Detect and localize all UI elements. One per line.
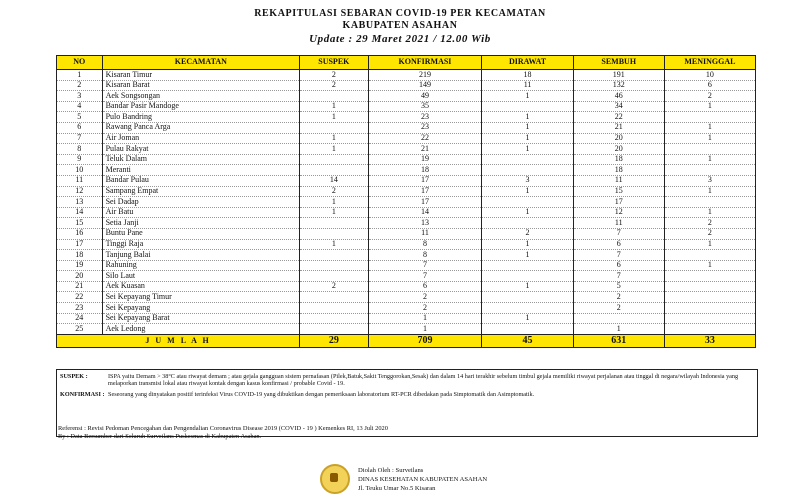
report-subtitle: KABUPATEN ASAHAN bbox=[342, 20, 458, 31]
cell-sembuh: 22 bbox=[573, 112, 664, 123]
konfirmasi-definition-text: Seseorang yang dinyatakan positif terinfeksi Virus COVID-19 yang dibuktikan dengan pemeriksaan laboratorium RT-PCR dibedakan pada Simptomatik dan Asimptomatik. bbox=[108, 390, 535, 398]
total-meninggal: 33 bbox=[664, 334, 755, 347]
cell-no: 7 bbox=[57, 133, 103, 144]
total-suspek: 29 bbox=[300, 334, 368, 347]
table-row bbox=[57, 292, 756, 303]
cell-konfirmasi: 7 bbox=[368, 271, 482, 282]
table-row bbox=[57, 91, 756, 102]
cell-suspek: 14 bbox=[300, 175, 368, 186]
cell-kecamatan: Sei Kepayang bbox=[102, 303, 300, 314]
table-row bbox=[57, 133, 756, 144]
cell-meninggal: 1 bbox=[664, 207, 755, 218]
table-row bbox=[57, 144, 756, 155]
cell-no: 10 bbox=[57, 165, 103, 176]
cell-suspek bbox=[300, 250, 368, 261]
cell-suspek: 1 bbox=[300, 133, 368, 144]
suspek-definition-label: SUSPEK : bbox=[60, 373, 88, 380]
cell-sembuh: 20 bbox=[573, 144, 664, 155]
table-row bbox=[57, 165, 756, 176]
cell-no: 5 bbox=[57, 112, 103, 123]
cell-suspek bbox=[300, 218, 368, 229]
cell-kecamatan: Kisaran Timur bbox=[102, 70, 300, 81]
cell-dirawat: 3 bbox=[482, 175, 573, 186]
total-dirawat: 45 bbox=[482, 334, 573, 347]
table-row bbox=[57, 271, 756, 282]
cell-dirawat: 1 bbox=[482, 313, 573, 324]
cell-kecamatan: Teluk Dalam bbox=[102, 154, 300, 165]
cell-dirawat: 2 bbox=[482, 228, 573, 239]
cell-konfirmasi: 11 bbox=[368, 228, 482, 239]
cell-kecamatan: Kisaran Barat bbox=[102, 80, 300, 91]
cell-meninggal: 1 bbox=[664, 154, 755, 165]
cell-suspek bbox=[300, 91, 368, 102]
reference-notes bbox=[58, 425, 748, 440]
total-konfirmasi: 709 bbox=[368, 334, 482, 347]
cell-konfirmasi: 8 bbox=[368, 250, 482, 261]
table-row bbox=[57, 303, 756, 314]
col-header-suspek: SUSPEK bbox=[300, 56, 368, 70]
cell-sembuh: 1 bbox=[573, 324, 664, 335]
cell-sembuh: 21 bbox=[573, 122, 664, 133]
table-row bbox=[57, 122, 756, 133]
cell-sembuh bbox=[573, 313, 664, 324]
table-row bbox=[57, 207, 756, 218]
cell-no: 16 bbox=[57, 228, 103, 239]
cell-kecamatan: Bandar Pasir Mandoge bbox=[102, 101, 300, 112]
cell-meninggal: 1 bbox=[664, 239, 755, 250]
cell-no: 24 bbox=[57, 313, 103, 324]
cell-suspek bbox=[300, 292, 368, 303]
cell-konfirmasi: 35 bbox=[368, 101, 482, 112]
cell-konfirmasi: 1 bbox=[368, 324, 482, 335]
cell-no: 3 bbox=[57, 91, 103, 102]
cell-meninggal: 10 bbox=[664, 70, 755, 81]
cell-meninggal: 3 bbox=[664, 175, 755, 186]
cell-meninggal: 1 bbox=[664, 186, 755, 197]
cell-suspek: 1 bbox=[300, 197, 368, 208]
report-title: REKAPITULASI SEBARAN COVID-19 PER KECAMATAN bbox=[254, 8, 546, 19]
cell-no: 2 bbox=[57, 80, 103, 91]
cell-sembuh: 17 bbox=[573, 197, 664, 208]
cell-no: 15 bbox=[57, 218, 103, 229]
cell-konfirmasi: 21 bbox=[368, 144, 482, 155]
cell-sembuh: 11 bbox=[573, 175, 664, 186]
cell-sembuh: 18 bbox=[573, 154, 664, 165]
col-header-kecamatan: KECAMATAN bbox=[102, 56, 300, 70]
cell-dirawat: 1 bbox=[482, 112, 573, 123]
cell-sembuh: 2 bbox=[573, 292, 664, 303]
cell-sembuh: 6 bbox=[573, 260, 664, 271]
cell-dirawat: 1 bbox=[482, 144, 573, 155]
cell-konfirmasi: 22 bbox=[368, 133, 482, 144]
cell-dirawat bbox=[482, 303, 573, 314]
cell-meninggal bbox=[664, 165, 755, 176]
cell-sembuh: 46 bbox=[573, 91, 664, 102]
cell-meninggal bbox=[664, 112, 755, 123]
cell-meninggal: 1 bbox=[664, 133, 755, 144]
cell-no: 20 bbox=[57, 271, 103, 282]
table-row bbox=[57, 80, 756, 91]
cell-no: 8 bbox=[57, 144, 103, 155]
table-row bbox=[57, 239, 756, 250]
cell-sembuh: 11 bbox=[573, 218, 664, 229]
cell-kecamatan: Sampang Empat bbox=[102, 186, 300, 197]
cell-suspek bbox=[300, 260, 368, 271]
cell-suspek: 2 bbox=[300, 70, 368, 81]
cell-sembuh: 34 bbox=[573, 101, 664, 112]
cell-suspek bbox=[300, 271, 368, 282]
cell-suspek bbox=[300, 154, 368, 165]
cell-konfirmasi: 2 bbox=[368, 303, 482, 314]
cell-sembuh: 7 bbox=[573, 271, 664, 282]
table-row bbox=[57, 281, 756, 292]
cell-dirawat bbox=[482, 197, 573, 208]
cell-dirawat: 18 bbox=[482, 70, 573, 81]
konfirmasi-definition bbox=[57, 391, 757, 398]
table-row bbox=[57, 175, 756, 186]
table-header-row bbox=[57, 56, 756, 70]
table-row bbox=[57, 324, 756, 335]
cell-dirawat bbox=[482, 260, 573, 271]
cell-meninggal bbox=[664, 313, 755, 324]
cell-sembuh: 20 bbox=[573, 133, 664, 144]
cell-kecamatan: Tinggi Raja bbox=[102, 239, 300, 250]
cell-konfirmasi: 14 bbox=[368, 207, 482, 218]
total-label: J U M L A H bbox=[57, 334, 300, 347]
table-row bbox=[57, 70, 756, 81]
cell-no: 14 bbox=[57, 207, 103, 218]
cell-suspek: 2 bbox=[300, 186, 368, 197]
cell-sembuh: 132 bbox=[573, 80, 664, 91]
cell-meninggal: 1 bbox=[664, 122, 755, 133]
cell-sembuh: 12 bbox=[573, 207, 664, 218]
cell-no: 13 bbox=[57, 197, 103, 208]
cell-dirawat: 1 bbox=[482, 91, 573, 102]
cell-suspek bbox=[300, 313, 368, 324]
cell-kecamatan: Air Batu bbox=[102, 207, 300, 218]
cell-sembuh: 7 bbox=[573, 228, 664, 239]
reference-text: Referensi : Revisi Pedoman Pencegahan dan Pengendalian Coronavirus Disease 2019 (COVID - 19 ) Kemenkes RI, 13 Juli 2020 bbox=[58, 425, 388, 432]
cell-suspek: 1 bbox=[300, 101, 368, 112]
data-source-text: By : Data Bersumber dari Seluruh Surveilans Puskesmas di Kabupaten Asahan. bbox=[58, 432, 262, 440]
cell-konfirmasi: 23 bbox=[368, 122, 482, 133]
table-row bbox=[57, 218, 756, 229]
cell-meninggal: 1 bbox=[664, 260, 755, 271]
table-row bbox=[57, 186, 756, 197]
col-header-sembuh: SEMBUH bbox=[573, 56, 664, 70]
table-row bbox=[57, 101, 756, 112]
cell-suspek: 2 bbox=[300, 80, 368, 91]
cell-konfirmasi: 49 bbox=[368, 91, 482, 102]
cell-suspek bbox=[300, 303, 368, 314]
cell-meninggal bbox=[664, 281, 755, 292]
cell-meninggal: 6 bbox=[664, 80, 755, 91]
cell-suspek bbox=[300, 165, 368, 176]
total-sembuh: 631 bbox=[573, 334, 664, 347]
cell-konfirmasi: 17 bbox=[368, 175, 482, 186]
covid-recap-table bbox=[56, 55, 756, 348]
cell-konfirmasi: 23 bbox=[368, 112, 482, 123]
cell-meninggal bbox=[664, 144, 755, 155]
cell-sembuh: 18 bbox=[573, 165, 664, 176]
cell-dirawat: 1 bbox=[482, 239, 573, 250]
cell-konfirmasi: 149 bbox=[368, 80, 482, 91]
cell-dirawat: 1 bbox=[482, 122, 573, 133]
footer-text bbox=[358, 466, 487, 493]
cell-suspek: 1 bbox=[300, 144, 368, 155]
table-row bbox=[57, 197, 756, 208]
table-row bbox=[57, 112, 756, 123]
cell-konfirmasi: 17 bbox=[368, 197, 482, 208]
cell-sembuh: 7 bbox=[573, 250, 664, 261]
col-header-konfirmasi: KONFIRMASI bbox=[368, 56, 482, 70]
cell-meninggal: 2 bbox=[664, 218, 755, 229]
cell-no: 25 bbox=[57, 324, 103, 335]
cell-dirawat bbox=[482, 165, 573, 176]
cell-suspek bbox=[300, 228, 368, 239]
cell-no: 18 bbox=[57, 250, 103, 261]
cell-kecamatan: Pulo Bandring bbox=[102, 112, 300, 123]
cell-meninggal: 2 bbox=[664, 228, 755, 239]
cell-meninggal: 2 bbox=[664, 91, 755, 102]
cell-meninggal bbox=[664, 250, 755, 261]
cell-suspek: 1 bbox=[300, 239, 368, 250]
cell-kecamatan: Bandar Pulau bbox=[102, 175, 300, 186]
report-update-date: Update : 29 Maret 2021 / 12.00 Wib bbox=[309, 33, 491, 45]
cell-meninggal bbox=[664, 197, 755, 208]
cell-no: 22 bbox=[57, 292, 103, 303]
cell-dirawat: 1 bbox=[482, 281, 573, 292]
cell-dirawat: 11 bbox=[482, 80, 573, 91]
cell-kecamatan: Rawang Panca Arga bbox=[102, 122, 300, 133]
cell-meninggal bbox=[664, 303, 755, 314]
cell-suspek bbox=[300, 324, 368, 335]
cell-no: 17 bbox=[57, 239, 103, 250]
cell-dirawat: 1 bbox=[482, 207, 573, 218]
cell-dirawat bbox=[482, 154, 573, 165]
cell-no: 9 bbox=[57, 154, 103, 165]
cell-konfirmasi: 7 bbox=[368, 260, 482, 271]
cell-dirawat bbox=[482, 324, 573, 335]
cell-dirawat bbox=[482, 271, 573, 282]
cell-kecamatan: Sei Kepayang Barat bbox=[102, 313, 300, 324]
cell-kecamatan: Rahuning bbox=[102, 260, 300, 271]
table-row bbox=[57, 260, 756, 271]
cell-konfirmasi: 17 bbox=[368, 186, 482, 197]
suspek-definition-text: ISPA yaitu Demam > 38°C atau riwayat demam ; atau gejala gangguan sistem pernafasan (Pilek,Batuk,Sakit Tenggorokan,Sesak) dan dalam 14 hari terakhir sebelum timbul gejala memiliki riwayat perjalanan atau tinggal di negara/wilayah Indonesia yang melaporkan transmisi lokal atau riwayat kontak dengan kasus konfirmasi / probable Covid - 19. bbox=[108, 373, 739, 388]
table-row bbox=[57, 250, 756, 261]
cell-konfirmasi: 19 bbox=[368, 154, 482, 165]
cell-no: 19 bbox=[57, 260, 103, 271]
cell-kecamatan: Buntu Pane bbox=[102, 228, 300, 239]
cell-no: 12 bbox=[57, 186, 103, 197]
suspek-definition bbox=[57, 373, 757, 388]
cell-kecamatan: Setia Janji bbox=[102, 218, 300, 229]
cell-dirawat bbox=[482, 101, 573, 112]
dinas-kesehatan-logo-icon bbox=[320, 464, 350, 494]
cell-kecamatan: Sei Dadap bbox=[102, 197, 300, 208]
cell-no: 4 bbox=[57, 101, 103, 112]
footer bbox=[320, 462, 580, 496]
cell-konfirmasi: 18 bbox=[368, 165, 482, 176]
cell-konfirmasi: 2 bbox=[368, 292, 482, 303]
cell-sembuh: 2 bbox=[573, 303, 664, 314]
cell-kecamatan: Aek Ledong bbox=[102, 324, 300, 335]
cell-no: 21 bbox=[57, 281, 103, 292]
cell-no: 23 bbox=[57, 303, 103, 314]
table-row bbox=[57, 313, 756, 324]
cell-meninggal bbox=[664, 324, 755, 335]
footer-line-address: Jl. Teuku Umar No.5 Kisaran bbox=[358, 484, 436, 492]
cell-meninggal: 1 bbox=[664, 101, 755, 112]
cell-kecamatan: Tanjung Balai bbox=[102, 250, 300, 261]
cell-no: 11 bbox=[57, 175, 103, 186]
cell-konfirmasi: 1 bbox=[368, 313, 482, 324]
cell-dirawat bbox=[482, 218, 573, 229]
cell-sembuh: 6 bbox=[573, 239, 664, 250]
cell-kecamatan: Air Joman bbox=[102, 133, 300, 144]
cell-suspek: 1 bbox=[300, 112, 368, 123]
cell-konfirmasi: 8 bbox=[368, 239, 482, 250]
table-row bbox=[57, 228, 756, 239]
total-row bbox=[57, 334, 756, 347]
cell-dirawat bbox=[482, 292, 573, 303]
cell-suspek: 2 bbox=[300, 281, 368, 292]
cell-dirawat: 1 bbox=[482, 133, 573, 144]
cell-kecamatan: Silo Laut bbox=[102, 271, 300, 282]
cell-kecamatan: Pulau Rakyat bbox=[102, 144, 300, 155]
cell-konfirmasi: 6 bbox=[368, 281, 482, 292]
col-header-dirawat: DIRAWAT bbox=[482, 56, 573, 70]
konfirmasi-definition-label: KONFIRMASI : bbox=[60, 390, 105, 398]
cell-sembuh: 191 bbox=[573, 70, 664, 81]
cell-sembuh: 15 bbox=[573, 186, 664, 197]
cell-konfirmasi: 13 bbox=[368, 218, 482, 229]
cell-sembuh: 5 bbox=[573, 281, 664, 292]
cell-meninggal bbox=[664, 292, 755, 303]
cell-konfirmasi: 219 bbox=[368, 70, 482, 81]
col-header-meninggal: MENINGGAL bbox=[664, 56, 755, 70]
cell-no: 1 bbox=[57, 70, 103, 81]
cell-kecamatan: Meranti bbox=[102, 165, 300, 176]
footer-line-processed-by: Diolah Oleh : Surveilans bbox=[358, 466, 424, 474]
cell-kecamatan: Aek Songsongan bbox=[102, 91, 300, 102]
cell-meninggal bbox=[664, 271, 755, 282]
cell-dirawat: 1 bbox=[482, 250, 573, 261]
footer-line-agency: DINAS KESEHATAN KABUPATEN ASAHAN bbox=[358, 475, 488, 483]
cell-suspek bbox=[300, 122, 368, 133]
col-header-no: NO bbox=[57, 56, 103, 70]
table-row bbox=[57, 154, 756, 165]
cell-dirawat: 1 bbox=[482, 186, 573, 197]
cell-kecamatan: Sei Kepayang Timur bbox=[102, 292, 300, 303]
cell-kecamatan: Aek Kuasan bbox=[102, 281, 300, 292]
cell-no: 6 bbox=[57, 122, 103, 133]
cell-suspek: 1 bbox=[300, 207, 368, 218]
